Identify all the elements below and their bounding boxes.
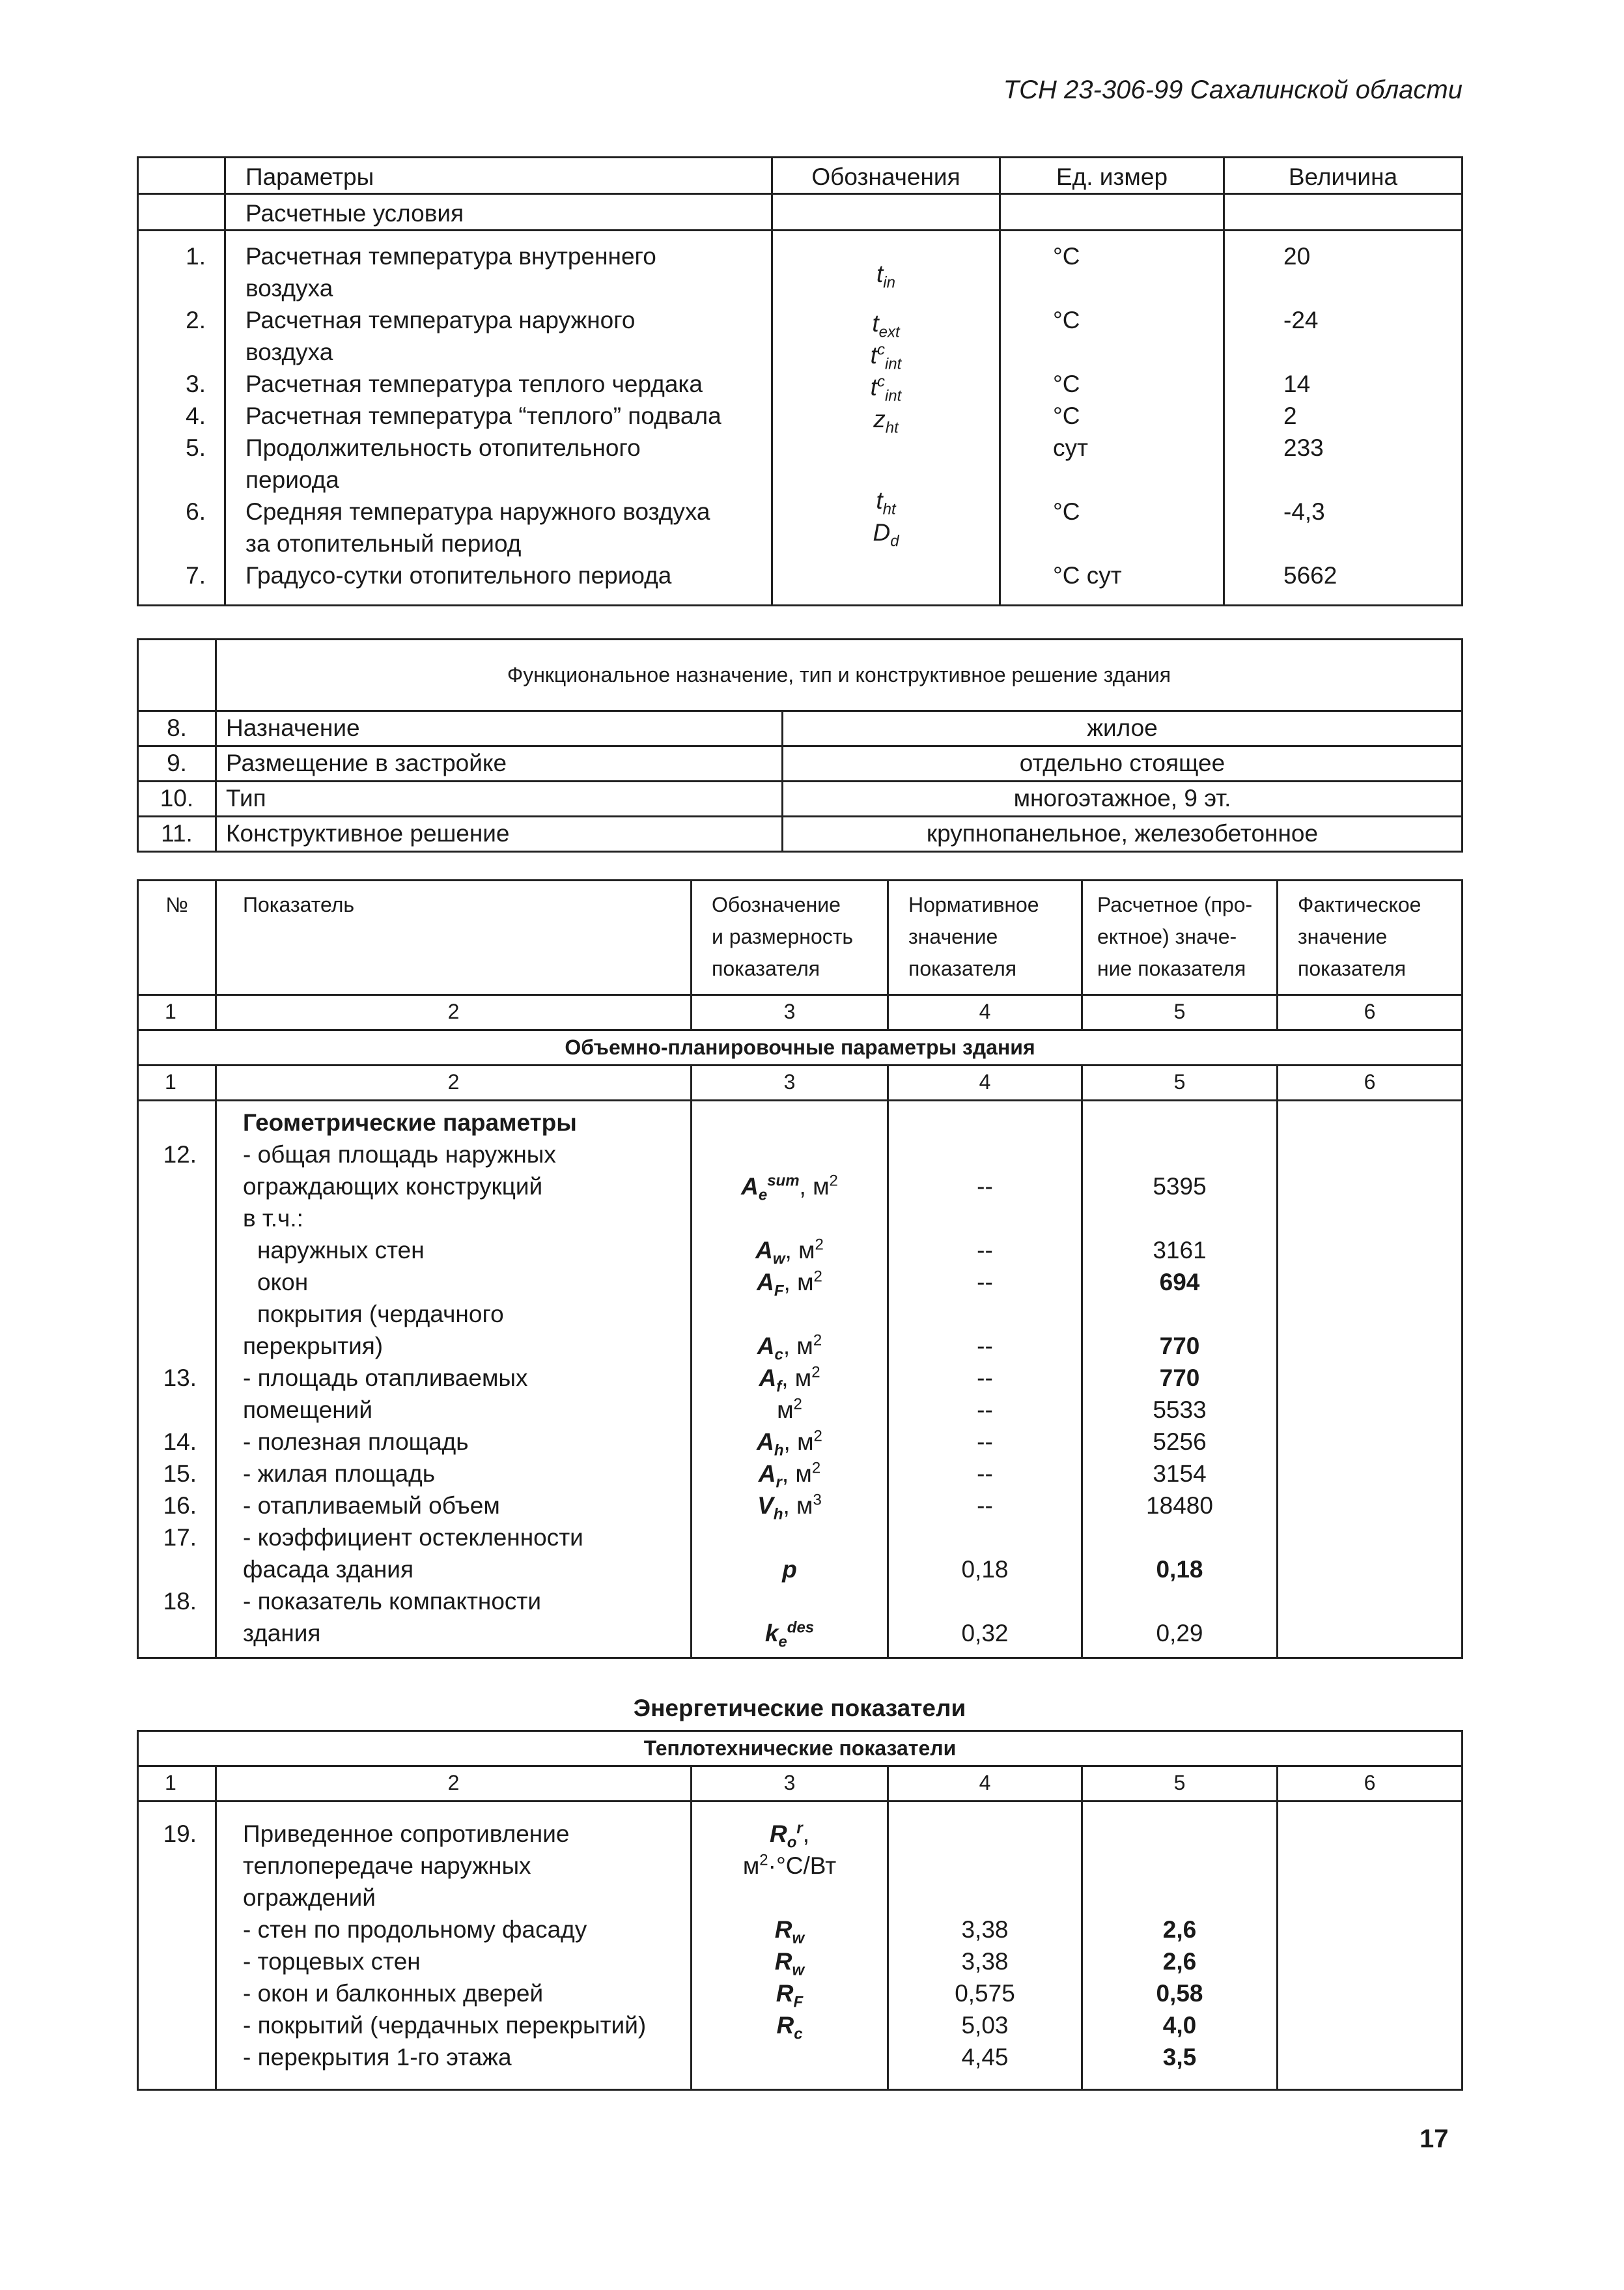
indicator-names: Приведенное сопротивление теплопередаче наружных ограждений - стен по продольному фасаду - торцевых стен - окон и балконных дверей - покрытий (чердачных перекрытий) - перекрытия 1-го этажа: [243, 1820, 647, 2071]
units: °C °C °C °C сут °C °C сут: [1053, 243, 1122, 589]
calculated-values: 2,6 2,6 0,58 4,0 3,5: [1156, 1916, 1203, 2071]
designations: $A_e^{sum}$, $м^2$ $A_w$, $м^2$ $A_F$, $м^2$ $A_c$, $м^2$ $A_f$, $м^2$ $м^2$ $A_h$, $м^2$ $A_r$, $м^2$ $V_h$, $м^3$ p $k_e^{des}$: [741, 1172, 838, 1651]
actual-values: [1278, 1101, 1463, 1658]
normative-values: -- -- -- -- -- -- -- -- -- 0,18 0,32: [961, 1173, 1009, 1647]
col-header-indicator: Показатель: [216, 881, 692, 995]
col-header-params: Параметры: [225, 158, 772, 194]
row-number: 8.: [138, 711, 216, 746]
normative-values: 3,38 3,38 0,575 5,03 4,45: [955, 1916, 1015, 2071]
design-conditions-table: [137, 156, 1463, 606]
thermal-indicators-table: Теплотехнические показатели 1 2 3 4 5 6 19. Приведенное сопротивление теплопередаче наружных ограждений - стен по продольному фасаду - торцевых стен - окон и балконных дверей - покрытий (чердачных перекрытий) - перекрытия 1-го этажа $R_o^r$, $м^2\cdot^\circ С/Вт$ $R_w$ $R_w$ $R_F$ $R_c$ 3,38 3,38 0,575 5,03 4,45 2,6 2,6 0,58 4,0 3,5: [137, 1730, 1463, 2091]
col-header-designation: Обозначение и размерность показателя: [692, 881, 888, 995]
row-value: крупнопанельное, железобетонное: [783, 817, 1463, 852]
actual-values: [1278, 1802, 1463, 2090]
row-label: Назначение: [216, 711, 783, 746]
row-label: Конструктивное решение: [216, 817, 783, 852]
col-header-number: №: [138, 881, 216, 995]
row-value: многоэтажное, 9 эт.: [783, 782, 1463, 817]
row-value: отдельно стоящее: [783, 746, 1463, 782]
section-thermal: Теплотехнические показатели: [138, 1731, 1463, 1766]
subheader-design-conditions: Расчетные условия: [225, 194, 772, 231]
row-label: Размещение в застройке: [216, 746, 783, 782]
row-number: 9.: [138, 746, 216, 782]
parameter-names: Расчетная температура внутреннего воздуха Расчетная температура наружного воздуха Расчетная температура теплого чердака Расчетная температура “теплого” подвала Продолжительность отопительного периода Средняя температура наружного воздуха за отопительный период Градусо-сутки отопительного периода: [245, 243, 721, 589]
indicator-names: Геометрические параметры - общая площадь наружных ограждающих конструкций в т.ч.: наружных стен окон покрытия (чердачного перекрытия) - площадь отапливаемых помещений - полезная площадь - жилая площадь - отапливаемый объем - коэффициент остекленности фасада здания - показатель компактности здания: [243, 1109, 583, 1647]
symbols: $t_{in}$ $t_{ext}$ $t^c_{int}$ $t^c_{int}$ $z_{ht}$ $t_{ht}$ $D_d$: [870, 261, 902, 550]
calculated-values: 5395 3161 694 770 770 5533 5256 3154 18480 0,18 0,29: [1146, 1173, 1213, 1647]
row-value: жилое: [783, 711, 1463, 746]
values: 20 -24 14 2 233 -4,3 5662: [1283, 243, 1337, 589]
row-label: Тип: [216, 782, 783, 817]
row-number: 10.: [138, 782, 216, 817]
space-planning-table: № Показатель Обозначение и размерность показателя Нормативное значение показателя Расчетное (про- ектное) значе- ние показателя Фактическое значение показателя 1 2 3 4 5 6 Объемно-планировочные параметры здания 1 2 3 4 5 6 12. 13. 14. 15. 16. 17. 18. Геометрические параметры - общая площадь наружных ограждающих конструкций в т.ч.: наружных стен окон покрытия (чердачного перекрытия) - площадь отапливаемых помещений - полезная площадь - жилая площадь - отапливаемый объем - коэффициент остекленности фасада здания - показатель компактности здания $A_e^{sum}$, $м^2$ $A_w$, $м^2$ $A_F$, $м^2$ $A_c$, $м^2$ $A_f$, $м^2$ $м^2$ $A_h$, $м^2$ $A_r$, $м^2$ $V_h$, $м^3$ p $k_e^{des}$ -- -- -- -- -- -- -- -- -- 0,18 0,32 5395 3161 694 770 770 5533 5256 3154 18480 0,18 0,29: [137, 879, 1463, 1659]
col-header-units: Ед. измер: [1000, 158, 1224, 194]
row-numbers: 12. 13. 14. 15. 16. 17. 18.: [163, 1141, 197, 1615]
row-number: 11.: [138, 817, 216, 852]
row-numbers: 1. 2. 3. 4. 5. 6. 7.: [186, 243, 206, 589]
row-number: 19.: [163, 1820, 197, 1847]
energy-indicators-title: Энергетические показатели: [633, 1695, 966, 1721]
col-header-calculated: Расчетное (про- ектное) значе- ние показателя: [1082, 881, 1278, 995]
col-header-actual: Фактическое значение показателя: [1278, 881, 1463, 995]
building-function-table: [137, 638, 1463, 853]
running-header: ТСН 23-306-99 Сахалинской области: [1003, 76, 1463, 104]
col-header-value: Величина: [1224, 158, 1463, 194]
building-function-title: Функциональное назначение, тип и конструктивное решение здания: [216, 640, 1463, 711]
col-header-symbols: Обозначения: [772, 158, 1000, 194]
page-number: 17: [1420, 2125, 1449, 2153]
designations: $R_o^r$, $м^2\cdot^\circ С/Вт$ $R_w$ $R_w$ $R_F$ $R_c$: [742, 1819, 837, 2043]
col-header-normative: Нормативное значение показателя: [888, 881, 1082, 995]
section-space-planning: Объемно-планировочные параметры здания: [138, 1030, 1463, 1066]
